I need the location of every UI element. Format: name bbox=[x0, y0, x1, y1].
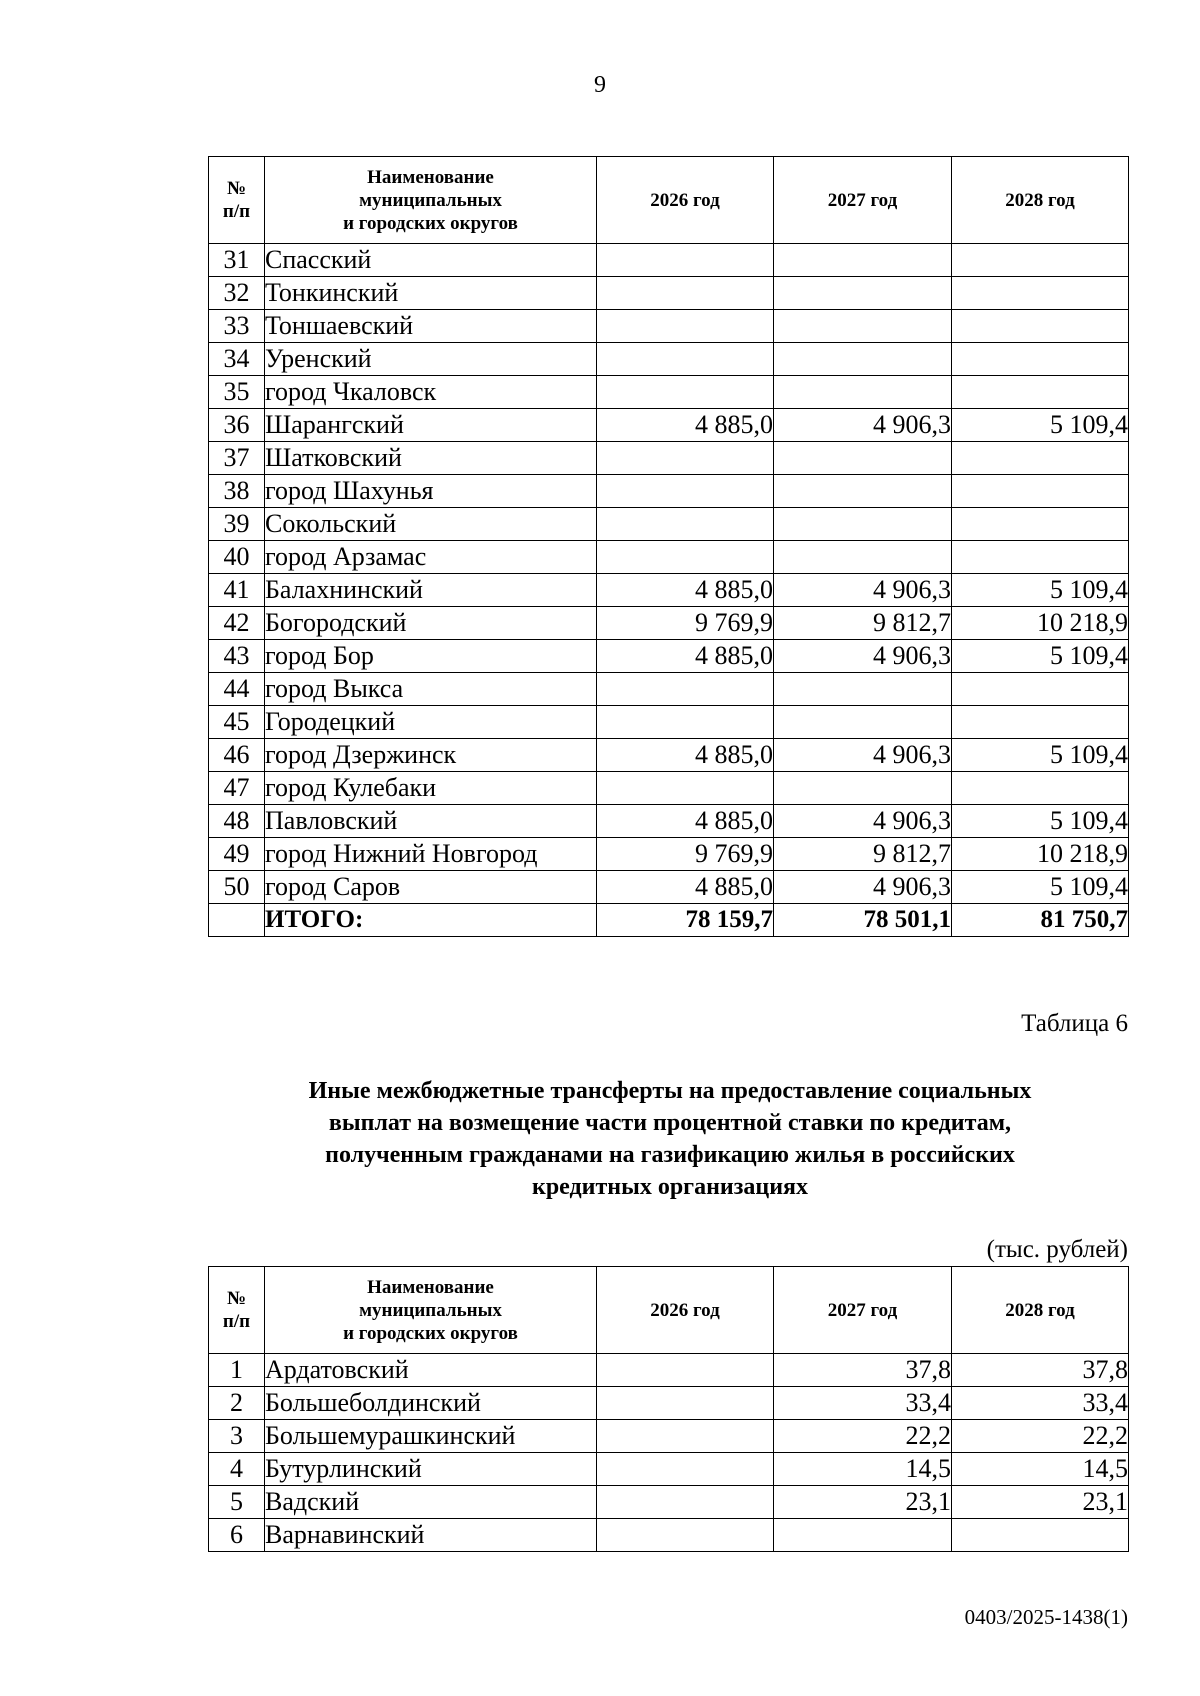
cell-value-2027: 23,1 bbox=[774, 1486, 952, 1519]
cell-value-2026: 4 885,0 bbox=[597, 805, 774, 838]
table-row bbox=[209, 541, 1129, 574]
cell-value-2027: 33,4 bbox=[774, 1387, 952, 1420]
cell-value-2028 bbox=[952, 772, 1129, 805]
cell-value-2026: 4 885,0 bbox=[597, 871, 774, 904]
col-header-2026: 2026 год bbox=[597, 1267, 774, 1354]
cell-num: 45 bbox=[209, 706, 265, 739]
table-row bbox=[209, 805, 1129, 838]
cell-value-2027 bbox=[774, 376, 952, 409]
cell-value-2026 bbox=[597, 1387, 774, 1420]
cell-name: город Выкса bbox=[265, 673, 597, 706]
col-header-name-line: и городских округов bbox=[343, 1322, 518, 1344]
table-header-row bbox=[209, 157, 1129, 244]
cell-value-2028: 22,2 bbox=[952, 1420, 1129, 1453]
cell-name: Большемурашкинский bbox=[265, 1420, 597, 1453]
cell-num: 35 bbox=[209, 376, 265, 409]
cell-name: Тоншаевский bbox=[265, 310, 597, 343]
cell-value-2026 bbox=[597, 244, 774, 277]
cell-value-2027 bbox=[774, 343, 952, 376]
table-row bbox=[209, 343, 1129, 376]
table-row bbox=[209, 277, 1129, 310]
table-row bbox=[209, 574, 1129, 607]
cell-value-2028: 33,4 bbox=[952, 1387, 1129, 1420]
cell-num: 42 bbox=[209, 607, 265, 640]
cell-value-2026 bbox=[597, 673, 774, 706]
total-2028: 81 750,7 bbox=[952, 904, 1129, 937]
table-row bbox=[209, 1486, 1129, 1519]
cell-value-2028: 5 109,4 bbox=[952, 871, 1129, 904]
cell-value-2027: 4 906,3 bbox=[774, 409, 952, 442]
table-row bbox=[209, 673, 1129, 706]
cell-value-2026: 4 885,0 bbox=[597, 739, 774, 772]
table-row bbox=[209, 838, 1129, 871]
cell-name: Вадский bbox=[265, 1486, 597, 1519]
cell-value-2028: 5 109,4 bbox=[952, 574, 1129, 607]
cell-name: Шатковский bbox=[265, 442, 597, 475]
cell-value-2028 bbox=[952, 541, 1129, 574]
table-6-title-line: выплат на возмещение части процентной ставки по кредитам, bbox=[328, 1110, 1012, 1136]
col-header-name-line: муниципальных bbox=[359, 1299, 502, 1321]
col-header-name-line: Наименование bbox=[367, 1276, 494, 1298]
cell-name: Шарангский bbox=[265, 409, 597, 442]
col-header-name bbox=[265, 1267, 597, 1354]
table-row bbox=[209, 706, 1129, 739]
cell-name: Варнавинский bbox=[265, 1519, 597, 1552]
cell-value-2028: 5 109,4 bbox=[952, 640, 1129, 673]
table-row bbox=[209, 310, 1129, 343]
cell-num: 37 bbox=[209, 442, 265, 475]
cell-value-2028: 5 109,4 bbox=[952, 409, 1129, 442]
cell-value-2027 bbox=[774, 772, 952, 805]
cell-value-2026 bbox=[597, 541, 774, 574]
cell-name: Большеболдинский bbox=[265, 1387, 597, 1420]
cell-value-2028: 10 218,9 bbox=[952, 838, 1129, 871]
cell-value-2026 bbox=[597, 1354, 774, 1387]
cell-name: город Чкаловск bbox=[265, 376, 597, 409]
cell-value-2027: 9 812,7 bbox=[774, 838, 952, 871]
cell-name: Балахнинский bbox=[265, 574, 597, 607]
table-row bbox=[209, 871, 1129, 904]
cell-value-2027: 4 906,3 bbox=[774, 739, 952, 772]
table-row bbox=[209, 640, 1129, 673]
table-row bbox=[209, 739, 1129, 772]
cell-value-2028 bbox=[952, 376, 1129, 409]
cell-num: 40 bbox=[209, 541, 265, 574]
cell-value-2028 bbox=[952, 310, 1129, 343]
cell-value-2028: 10 218,9 bbox=[952, 607, 1129, 640]
cell-num: 34 bbox=[209, 343, 265, 376]
table-row bbox=[209, 1387, 1129, 1420]
cell-value-2026: 9 769,9 bbox=[597, 838, 774, 871]
table-row bbox=[209, 475, 1129, 508]
cell-value-2027: 4 906,3 bbox=[774, 871, 952, 904]
table-row bbox=[209, 1453, 1129, 1486]
table-row bbox=[209, 244, 1129, 277]
total-num-cell bbox=[209, 904, 265, 937]
table-6-title-line: кредитных организациях bbox=[531, 1174, 809, 1200]
total-2027: 78 501,1 bbox=[774, 904, 952, 937]
cell-value-2026: 4 885,0 bbox=[597, 574, 774, 607]
table-row bbox=[209, 508, 1129, 541]
cell-value-2027 bbox=[774, 442, 952, 475]
cell-value-2027: 4 906,3 bbox=[774, 805, 952, 838]
cell-value-2028 bbox=[952, 277, 1129, 310]
cell-name: Тонкинский bbox=[265, 277, 597, 310]
cell-name: Павловский bbox=[265, 805, 597, 838]
table-6-title-line: Иные межбюджетные трансферты на предоставление социальных bbox=[308, 1078, 1032, 1104]
cell-num: 33 bbox=[209, 310, 265, 343]
table-6-body bbox=[209, 1354, 1129, 1552]
cell-num: 3 bbox=[209, 1420, 265, 1453]
table-6 bbox=[208, 1266, 1129, 1552]
col-header-2026: 2026 год bbox=[597, 157, 774, 244]
cell-name: Уренский bbox=[265, 343, 597, 376]
cell-num: 49 bbox=[209, 838, 265, 871]
cell-num: 31 bbox=[209, 244, 265, 277]
cell-num: 38 bbox=[209, 475, 265, 508]
col-header-name-line: муниципальных bbox=[359, 189, 502, 211]
cell-value-2026 bbox=[597, 706, 774, 739]
cell-num: 39 bbox=[209, 508, 265, 541]
cell-num: 2 bbox=[209, 1387, 265, 1420]
cell-value-2026: 4 885,0 bbox=[597, 640, 774, 673]
col-header-num-line: № bbox=[226, 178, 247, 199]
cell-num: 32 bbox=[209, 277, 265, 310]
cell-value-2027: 22,2 bbox=[774, 1420, 952, 1453]
table-row bbox=[209, 442, 1129, 475]
cell-num: 43 bbox=[209, 640, 265, 673]
cell-name: Бутурлинский bbox=[265, 1453, 597, 1486]
cell-name: Сокольский bbox=[265, 508, 597, 541]
cell-value-2028 bbox=[952, 244, 1129, 277]
table-row bbox=[209, 1354, 1129, 1387]
table-6-title bbox=[0, 1075, 1200, 1203]
cell-num: 46 bbox=[209, 739, 265, 772]
table-6-caption: Таблица 6 bbox=[1021, 1010, 1128, 1037]
table-row bbox=[209, 1420, 1129, 1453]
cell-value-2026: 4 885,0 bbox=[597, 409, 774, 442]
cell-value-2027: 4 906,3 bbox=[774, 574, 952, 607]
cell-value-2026 bbox=[597, 508, 774, 541]
cell-value-2027: 37,8 bbox=[774, 1354, 952, 1387]
table-header-row bbox=[209, 1267, 1129, 1354]
cell-value-2028 bbox=[952, 475, 1129, 508]
cell-num: 5 bbox=[209, 1486, 265, 1519]
cell-value-2028 bbox=[952, 343, 1129, 376]
cell-value-2027 bbox=[774, 310, 952, 343]
cell-name: город Нижний Новгород bbox=[265, 838, 597, 871]
cell-num: 47 bbox=[209, 772, 265, 805]
cell-value-2027 bbox=[774, 706, 952, 739]
cell-value-2028: 5 109,4 bbox=[952, 739, 1129, 772]
col-header-num-line: п/п bbox=[222, 201, 251, 222]
units-label: (тыс. рублей) bbox=[986, 1236, 1128, 1263]
cell-value-2027 bbox=[774, 277, 952, 310]
col-header-name-line: Наименование bbox=[367, 166, 494, 188]
cell-num: 44 bbox=[209, 673, 265, 706]
col-header-num bbox=[209, 157, 265, 244]
col-header-name bbox=[265, 157, 597, 244]
cell-value-2028 bbox=[952, 706, 1129, 739]
total-row bbox=[209, 904, 1129, 937]
cell-name: город Арзамас bbox=[265, 541, 597, 574]
cell-num: 48 bbox=[209, 805, 265, 838]
cell-value-2028: 14,5 bbox=[952, 1453, 1129, 1486]
cell-value-2028 bbox=[952, 508, 1129, 541]
cell-name: Ардатовский bbox=[265, 1354, 597, 1387]
col-header-name-line: и городских округов bbox=[343, 212, 518, 234]
cell-value-2027 bbox=[774, 673, 952, 706]
cell-name: Городецкий bbox=[265, 706, 597, 739]
cell-name: город Дзержинск bbox=[265, 739, 597, 772]
cell-value-2028: 23,1 bbox=[952, 1486, 1129, 1519]
cell-value-2027: 9 812,7 bbox=[774, 607, 952, 640]
cell-num: 1 bbox=[209, 1354, 265, 1387]
cell-num: 50 bbox=[209, 871, 265, 904]
table-6-title-line: полученным гражданами на газификацию жилья в российских bbox=[325, 1142, 1015, 1168]
total-label: ИТОГО: bbox=[265, 904, 597, 937]
cell-value-2027 bbox=[774, 475, 952, 508]
cell-num: 36 bbox=[209, 409, 265, 442]
cell-value-2026 bbox=[597, 442, 774, 475]
table-5-body bbox=[209, 244, 1129, 904]
cell-name: город Шахунья bbox=[265, 475, 597, 508]
cell-value-2026 bbox=[597, 376, 774, 409]
document-code: 0403/2025-1438(1) bbox=[964, 1605, 1128, 1629]
col-header-num bbox=[209, 1267, 265, 1354]
cell-value-2026 bbox=[597, 772, 774, 805]
cell-value-2028 bbox=[952, 442, 1129, 475]
col-header-2028: 2028 год bbox=[952, 1267, 1129, 1354]
cell-value-2028 bbox=[952, 1519, 1129, 1552]
table-row bbox=[209, 772, 1129, 805]
cell-value-2026 bbox=[597, 310, 774, 343]
col-header-2028: 2028 год bbox=[952, 157, 1129, 244]
table-row bbox=[209, 1519, 1129, 1552]
table-row bbox=[209, 607, 1129, 640]
table-5-continuation bbox=[208, 156, 1129, 937]
cell-value-2028 bbox=[952, 673, 1129, 706]
cell-value-2026 bbox=[597, 475, 774, 508]
cell-num: 41 bbox=[209, 574, 265, 607]
col-header-num-line: п/п bbox=[222, 1311, 251, 1332]
col-header-2027: 2027 год bbox=[774, 1267, 952, 1354]
total-2026: 78 159,7 bbox=[597, 904, 774, 937]
cell-value-2026 bbox=[597, 277, 774, 310]
cell-value-2027 bbox=[774, 1519, 952, 1552]
cell-value-2027 bbox=[774, 508, 952, 541]
table-row bbox=[209, 409, 1129, 442]
cell-value-2027: 4 906,3 bbox=[774, 640, 952, 673]
col-header-num-line: № bbox=[226, 1288, 247, 1309]
cell-value-2026: 9 769,9 bbox=[597, 607, 774, 640]
cell-name: Спасский bbox=[265, 244, 597, 277]
cell-name: город Бор bbox=[265, 640, 597, 673]
cell-value-2027 bbox=[774, 541, 952, 574]
cell-value-2028: 5 109,4 bbox=[952, 805, 1129, 838]
cell-value-2028: 37,8 bbox=[952, 1354, 1129, 1387]
cell-name: Богородский bbox=[265, 607, 597, 640]
cell-value-2027: 14,5 bbox=[774, 1453, 952, 1486]
cell-num: 6 bbox=[209, 1519, 265, 1552]
cell-value-2026 bbox=[597, 1453, 774, 1486]
cell-value-2026 bbox=[597, 1519, 774, 1552]
cell-name: город Саров bbox=[265, 871, 597, 904]
page-number: 9 bbox=[594, 72, 606, 98]
col-header-2027: 2027 год bbox=[774, 157, 952, 244]
cell-value-2026 bbox=[597, 1420, 774, 1453]
cell-value-2027 bbox=[774, 244, 952, 277]
cell-value-2026 bbox=[597, 343, 774, 376]
table-row bbox=[209, 376, 1129, 409]
cell-value-2026 bbox=[597, 1486, 774, 1519]
cell-name: город Кулебаки bbox=[265, 772, 597, 805]
cell-num: 4 bbox=[209, 1453, 265, 1486]
